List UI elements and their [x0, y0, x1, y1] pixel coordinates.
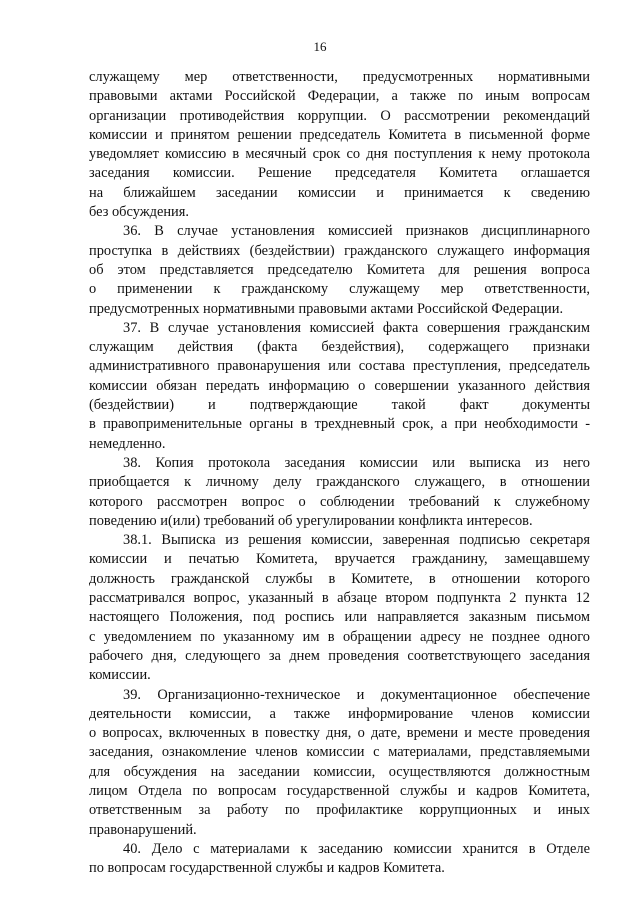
- text-line: настоящего Положения, под роспись или направляется заказным письмом: [89, 609, 590, 626]
- text-line: которого рассмотрен вопрос о соблюдении требований к служебному: [89, 493, 590, 510]
- paragraph-p37: [89, 319, 590, 454]
- paragraph-p36: [89, 222, 590, 318]
- text-line: правовыми актами Российской Федерации, а также по иным вопросам: [89, 88, 590, 105]
- text-line: на ближайшем заседании комиссии и принимается к сведению: [89, 184, 590, 201]
- text-line: правонарушений.: [89, 821, 197, 838]
- text-line: без обсуждения.: [89, 204, 189, 221]
- paragraph-p40: [89, 840, 590, 879]
- text-line: 39. Организационно-техническое и документационное обеспечение: [123, 686, 590, 703]
- paragraph-p35-cont: [89, 68, 590, 222]
- text-line: предусмотренных нормативными правовыми актами Российской Федерации.: [89, 300, 564, 317]
- text-line: об этом представляется председателю Комитета для решения вопроса: [89, 261, 590, 278]
- text-line: комиссии и принятом решении председатель Комитета в письменной форме: [89, 126, 590, 143]
- text-line: 38. Копия протокола заседания комиссии или выписка из него: [123, 454, 590, 471]
- paragraph-p39: [89, 686, 590, 840]
- text-line: административного правонарушения или состава преступления, председатель: [89, 358, 590, 375]
- page-number: 16: [313, 39, 327, 54]
- text-line: по вопросам государственной службы и кадров Комитета.: [89, 860, 445, 877]
- text-line: поведению и(или) требований об урегулировании конфликта интересов.: [89, 512, 533, 529]
- text-line: рабочего дня, следующего за днем проведения соответствующего заседания: [89, 647, 590, 664]
- paragraph-p38-1: [89, 531, 590, 685]
- paragraph-p38: [89, 454, 590, 531]
- text-line: заседания, ознакомление членов комиссии с материалами, представляемыми: [89, 744, 590, 761]
- text-line: 37. В случае установления комиссией факта совершения гражданским: [123, 319, 590, 336]
- text-line: о применении к гражданскому служащему мер ответственности,: [89, 281, 590, 298]
- text-line: приобщается к личному делу гражданского служащего, в отношении: [89, 474, 590, 491]
- text-line: о вопросах, включенных в повестку дня, о дате, времени и месте проведения: [89, 725, 590, 742]
- text-line: рассматривался вопрос, указанный в абзаце втором подпункта 2 пункта 12: [89, 590, 590, 607]
- document-body: [89, 68, 590, 878]
- text-line: организации противодействия коррупции. О рассмотрении рекомендаций: [89, 107, 590, 124]
- text-line: проступка в действиях (бездействии) гражданского служащего информация: [89, 242, 590, 259]
- text-line: в правоприменительные органы в трехдневный срок, а при необходимости -: [89, 416, 590, 433]
- text-line: комиссии.: [89, 667, 151, 684]
- text-line: (бездействии) и подтверждающие такой факт документы: [89, 397, 590, 414]
- text-line: лицом Отдела по вопросам государственной службы и кадров Комитета,: [89, 782, 590, 799]
- text-line: комиссии обязан передать информацию о совершении указанного действия: [89, 377, 590, 394]
- text-line: заседания комиссии. Решение председателя Комитета оглашается: [89, 165, 590, 182]
- text-line: для обсуждения на заседании комиссии, осуществляются должностным: [89, 763, 590, 780]
- text-line: должность гражданской службы в Комитете, в отношении которого: [89, 570, 590, 587]
- text-line: 40. Дело с материалами к заседанию комиссии хранится в Отделе: [123, 840, 590, 857]
- text-line: 36. В случае установления комиссией признаков дисциплинарного: [123, 223, 590, 240]
- text-line: комиссии и печатью Комитета, вручается гражданину, замещавшему: [89, 551, 590, 568]
- text-line: ответственным за работу по профилактике коррупционных и иных: [89, 802, 590, 819]
- text-line: уведомляет комиссию в месячный срок со дня поступления к нему протокола: [89, 146, 590, 163]
- text-line: деятельности комиссии, а также информирование членов комиссии: [89, 705, 590, 722]
- text-line: немедленно.: [89, 435, 166, 452]
- text-line: с уведомлением по указанному им в обращении адресу не позднее одного: [89, 628, 590, 645]
- text-line: служащему мер ответственности, предусмотренных нормативными: [89, 69, 590, 85]
- text-line: 38.1. Выписка из решения комиссии, заверенная подписью секретаря: [123, 532, 590, 549]
- text-line: служащим действия (факта бездействия), содержащего признаки: [89, 339, 590, 356]
